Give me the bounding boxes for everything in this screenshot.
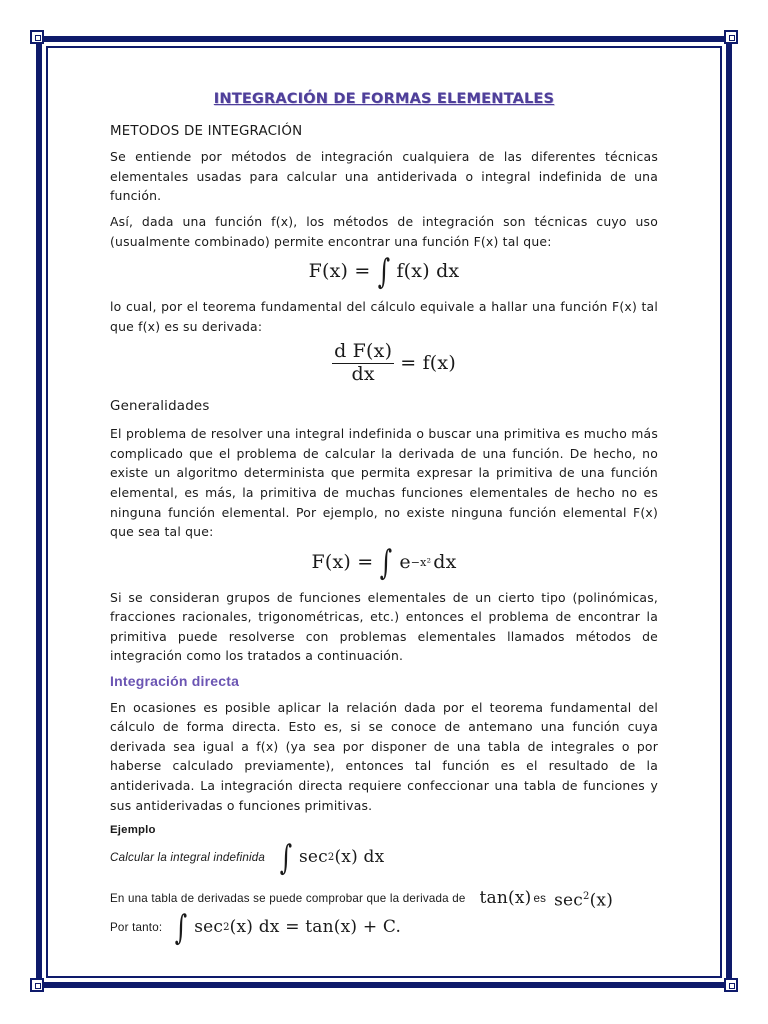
integral-symbol: ∫: [377, 252, 390, 293]
ejemplo-formula: [273, 837, 385, 878]
fraction: [332, 342, 394, 384]
document-title: INTEGRACIÓN DE FORMAS ELEMENTALES: [213, 91, 555, 107]
paragraph-2: Así, dada una función f(x), los métodos de integración son técnicas cuyo uso (usualmente combinado) permite encontrar una función F(x) tal que:: [110, 213, 658, 249]
corner-ornament-bottom-left: [30, 978, 44, 992]
sec-exponent: 2: [583, 890, 590, 902]
formula-antiderivative: [110, 252, 658, 293]
integral-symbol: ∫: [380, 542, 393, 583]
ejemplo-line: [110, 837, 658, 878]
formula-rhs: f(x) dx: [396, 260, 460, 283]
section-integracion-directa: Integración directa: [110, 673, 240, 690]
formula-lhs: F(x) =: [311, 550, 374, 573]
tabla-line: [110, 887, 658, 911]
ejemplo-text: Calcular la integral indefinida: [110, 851, 266, 865]
document-body: [110, 84, 658, 949]
paragraph-3: lo cual, por el teorema fundamental del cálculo equivale a hallar una función F(x) tal que f(x) es su derivada:: [110, 299, 658, 334]
tabla-text: En una tabla de derivadas se puede comprobar que la derivada de: [110, 892, 466, 906]
formula-tail: dx: [433, 550, 457, 573]
sec-tail: (x): [589, 890, 614, 911]
formula-gaussian: [110, 542, 658, 583]
formula-lhs: F(x) =: [308, 260, 371, 283]
portanto-line: [110, 908, 658, 949]
tabla-sec: [554, 887, 613, 911]
fraction-denominator: dx: [351, 362, 375, 385]
sec-tail: (x) dx: [334, 847, 385, 868]
sec-tail: (x) dx = tan(x) + C.: [229, 917, 402, 938]
integral-symbol: ∫: [174, 908, 188, 949]
integral-symbol: ∫: [279, 837, 293, 878]
tabla-tan: tan(x): [479, 888, 532, 909]
sec-base: sec: [299, 847, 328, 868]
ejemplo-label: Ejemplo: [110, 824, 156, 837]
paragraph-4: El problema de resolver una integral indefinida o buscar una primitiva es mucho más complicado que el problema de calcular la derivada de una función. De hecho, no existe un algoritmo determinista que permita expresar la primitiva de una función elemental, es más, la primitiva de muchas funciones elementales de hecho no es ninguna función elemental. Por ejemplo, no existe ninguna función elemental F(x) que sea tal que:: [110, 426, 658, 540]
portanto-formula: [168, 908, 402, 949]
formula-base: e: [399, 550, 411, 573]
heading-generalidades: Generalidades: [110, 398, 210, 414]
formula-derivative: [130, 342, 658, 384]
paragraph-6: En ocasiones es posible aplicar la relación dada por el teorema fundamental del cálculo de forma directa. Esto es, si se conoce de antemano una función cuya derivada sea igual a f(x) (ya sea por disponer de una tabla de integrales o por haberse calculado previamente), entonces tal función es el resultado de la antiderivada. La integración directa requiere confeccionar una tabla de funciones y sus antiderivadas o funciones primitivas.: [110, 699, 658, 813]
paragraph-5: Si se consideran grupos de funciones elementales de un cierto tipo (polinómicas, fracciones racionales, trigonométricas, etc.) entonces el problema de encontrar la primitiva puede resolverse con problemas elementales llamados métodos de integración como los tratados a continuación.: [110, 589, 658, 664]
portanto-label: Por tanto:: [110, 921, 163, 935]
formula-rhs: = f(x): [400, 351, 456, 374]
tabla-es: es: [533, 892, 547, 906]
sec-base: sec: [194, 917, 224, 938]
formula-exponent: −x²: [410, 555, 432, 569]
corner-ornament-bottom-right: [724, 978, 738, 992]
heading-metodos: METODOS DE INTEGRACIÓN: [110, 123, 303, 139]
fraction-numerator: d F(x): [334, 340, 393, 363]
corner-ornament-top-right: [724, 30, 738, 44]
paragraph-1: Se entiende por métodos de integración cualquiera de las diferentes técnicas elementales usadas para calcular una antiderivada o integral indefinida de una función.: [110, 149, 658, 204]
corner-ornament-top-left: [30, 30, 44, 44]
sec-exponent: 2: [223, 922, 230, 934]
sec-exponent: 2: [327, 852, 335, 864]
sec-base: sec: [554, 890, 584, 911]
